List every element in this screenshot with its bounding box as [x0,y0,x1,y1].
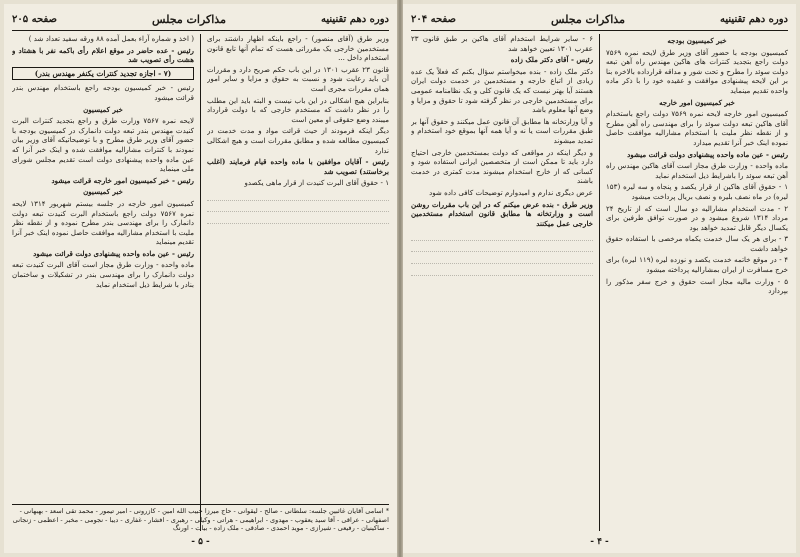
left-page-number: صفحه ۲۰۵ [12,13,57,25]
left-folio: - ۵ - [191,537,210,547]
paragraph: ( اخذ و شماره آراء بعمل آمده ۸۸ ورقه سفید تعداد شد ) [28,34,194,43]
paragraph: عرض دیگری ندارم و امیدوارم توضیحات کافی داده شود [429,187,593,197]
right-page-number: صفحه ۲۰۴ [411,13,456,25]
paragraph: ۱ - حقوق آقای البرت کنیدت از قرار ماهی یکصدو [244,178,389,188]
left-columns [12,34,389,531]
sub-heading: خبر کمیسیون بودجه [667,36,727,45]
paragraph: رئیس - عین ماده واحده پیشنهادی دولت قرائت میشود [627,149,788,159]
right-page [403,4,796,553]
paragraph: وزیر طرق - بنده عرض میکنم که در این باب مقررات روشن است و وزارتخانه ها مطابق قانون استخدام مستخدمین خارجی عمل میکنند [411,199,593,228]
paragraph: ۳ - برای هر یک سال خدمت یکماه مرخصی با استفاده حقوق خواهد داشت [606,234,788,253]
paragraph: ۱ - حقوق آقای هاکین از قرار یکصد و پنجاه و سه لیره (۱۵۳ لیره) در ماه نصف بلیره و نصف بریال پرداخت میشود [606,182,788,201]
paragraph: دیگر اینکه فرمودند از حیث قرائت مواد و مدت خدمت در کمیسیون مطالعه شده و مطابق مقررات است و هیچ اشکالی ندارد [207,126,389,155]
right-columns [411,34,788,531]
paragraph: رئیس - آقای دکتر ملک زاده [510,55,593,65]
text-line [207,190,389,201]
paragraph: و دیگر اینکه در مواقعی که دولت بمستخدمین خارجی احتیاج دارد باید تا ممکن است از متخصصین ایرانی استفاده شود و کسانی که از خارج استخدام میشوند مدت کمتری در خدمت باشند [411,147,593,186]
paragraph: ۴ - در موقع خاتمه خدمت یکصد و نوزده لیره (۱۱۹ لیره) برای خرج مسافرت از ایران بمشارالیه پرداخته میشود [606,255,788,275]
column-divider [200,34,201,531]
paragraph: کمیسیون بودجه با حضور آقای وزیر طرق لایحه نمره ۷۵۶۹ دولت راجع بتجدید کنترات های هاکین مهندس راه آهن تبعه دولت سوئد را مطرح و تحت شور و مداقه قرارداده بالاخره بنا بر این لایحه پیشنهادی موافقت و عقیده خود را با ذکر ماده واحده تقدیم مینماید [606,47,788,95]
paragraph: بنابراین هیچ اشکالی در این باب نیست و البته باید این مطلب را در نظر داشت که مستخدم خارجی که با دولت قرارداد میبندد وضع حقوقی او معین است [207,95,389,124]
sub-heading: خبر کمیسیون [83,187,123,197]
paragraph: رئیس - خبر کمیسیون بودجه راجع باستخدام مهندس بندر قرائت میشود [12,83,194,102]
left-session-label: دوره دهم تقنینیه [321,13,389,25]
right-session-label: دوره دهم تقنینیه [720,13,788,25]
text-line [207,213,389,224]
paragraph: وزیر طرق (آقای منصور) - راجع باینکه اظهار داشتند برای مستخدمین خارجی یک مقرراتی هست که تمام آنها تابع قانون استخدام داخل ... [207,34,389,63]
right-folio: - ۴ - [590,537,609,547]
text-line [207,202,389,213]
paragraph: ماده واحده - وزارت طرق مجاز است آقای البرت کنیدت تبعه دولت دانمارک را برای مهندسی بندر در تشکیلات و ساختمان بنادر با شرایط ذیل استخدام نماید [12,260,194,289]
paragraph: رئیس - عین ماده واحده پیشنهادی دولت قرائت میشود [33,248,194,258]
footnote-block [12,501,389,533]
section-heading: (۷ - اجازه تجدید کنترات یکنفر مهندس بندر) [12,67,194,81]
paragraph: ۶ - سایر شرایط استخدام آقای هاکین بر طبق قانون ۲۳ عقرب ۱۳۰۱ تعیین خواهد شد [411,34,593,53]
left-col-right [207,34,389,531]
right-page-header [411,10,788,28]
paragraph: و آیا وزارتخانه ها مطابق آن قانون عمل میکنند و حقوق آنها بر طبق مقررات است یا نه و آیا همه آنها بموقع خود استخدام و تمدید میشوند [411,116,593,145]
footnote: * اسامی آقایان غائبین جلسه: سلطانی - صالح - لیقوانی - حاج میرزا حبیب الله امین - کازرونی - امیر تیمور - محمد تقی اسعد - بهبهانی - اصفهانی - عراقی - آقا سید یعقوب - مهدوی - ابراهیمی - هراتی - وکیلی - رهبری - افشار - غفاری - دیبا - نجومی - مخبر - اعظمی - زنجانی - ساکینیان - رفیعی - شیرازی - موید احمدی - صادقی - ملک زاده - بیات - اورنگ [12,507,389,533]
paragraph: کمیسیون امور خارجه در جلسه بیستم شهریور ۱۳۱۴ لایحه نمره ۷۵۶۷ دولت راجع باستخدام البرت کنیدت تبعه دولت دانمارک را برای مهندسی بندر مطرح نموده و از نقطه نظر ملیت با استخدام مشارالیه موافقت حاصل نموده اینک خبر آنرا تقدیم مینماید [12,198,194,247]
sub-heading: خبر کمیسیون امور خارجه [659,97,735,107]
text-line [411,230,593,241]
right-col-right [606,34,788,531]
paragraph: ۲ - مدت استخدام مشارالیه دو سال است که از تاریخ ۲۴ مرداد ۱۳۱۴ شروع میشود و در صورت توافق طرفین برای یکسال دیگر قابل تمدید خواهد بود [606,203,788,232]
text-line [411,265,593,276]
right-header-rule [411,30,788,31]
left-col-left [12,34,194,531]
left-page [4,4,397,553]
paragraph: کمیسیون امور خارجه لایحه نمره ۷۵۶۹ دولت راجع باستخدام آقای هاکین تبعه دولت سوئد را برای مهندسی راه آهن مطرح و از نقطه نظر ملیت با استخدام مشارالیه موافقت حاصل نموده اینک خبر آنرا تقدیم میدارد [606,109,788,147]
left-page-title: مذاکرات مجلس [152,12,226,26]
text-line [411,253,593,264]
left-header-rule [12,30,389,31]
left-page-header [12,10,389,28]
paragraph: رئیس - آقایان موافقین با ماده واحده قیام فرمایند (اغلب برخاستند) تصویب شد [207,157,389,176]
column-divider [599,34,600,531]
paragraph: دکتر ملک زاده - بنده میخواستم سؤال بکنم که فعلاً یک عده زیادی از اتباع خارجه و مستخدمین در خدمت دولت ایران هستند آیا بهتر نیست که یک قانون کلی و یک نظامنامه عمومی برای مستخدمین خارجی در نظر گرفته شود تا حقوق و مزایا و وضع آنها معلوم باشد [411,66,593,115]
paragraph: قانون ۲۳ عقرب ۱۳۰۱ در این باب حکم صریح دارد و مقررات آن باید رعایت شود و نسبت به حقوق و مزایا و سایر امور همان مقررات مجری است [207,64,389,93]
text-line [411,242,593,253]
right-col-left [411,34,593,531]
paragraph: رئیس - خبر کمیسیون امور خارجه قرائت میشود [51,175,194,185]
footnote-rule [12,504,389,505]
paragraph: رئیس - عده حاضر در موقع اعلام رأی باکمه نفر با هشتاد و هشت رأی تصویب شد [12,45,194,65]
paragraph: لایحه نمره ۷۵۶۷ وزارت طرق و راجع بتجدید کنترات البرت کنیدت مهندس بندر تبعه دولت دانمارک در کمیسیون بودجه با حضور آقای وزیر طرق مطرح و با توضیحاتیکه آقای وزیر بیان نمودند با کنترات مشارالیه موافقت شده و اینک خبر آنرا که عین ماده واحده پیشنهادی دولت است تقدیم مجلس شورای ملی مینماید [12,116,194,174]
right-page-title: مذاکرات مجلس [551,12,625,26]
paragraph: ۵ - وزارت مالیه مجاز است حقوق و خرج سفر مذکور را بپردازد [606,276,788,296]
paragraph: ماده واحده - وزارت طرق مجاز است آقای هاکین مهندس راه آهن تبعه سوئد را باشرایط ذیل استخدام نماید [606,161,788,180]
sub-heading: خبر کمیسیون [83,104,123,114]
